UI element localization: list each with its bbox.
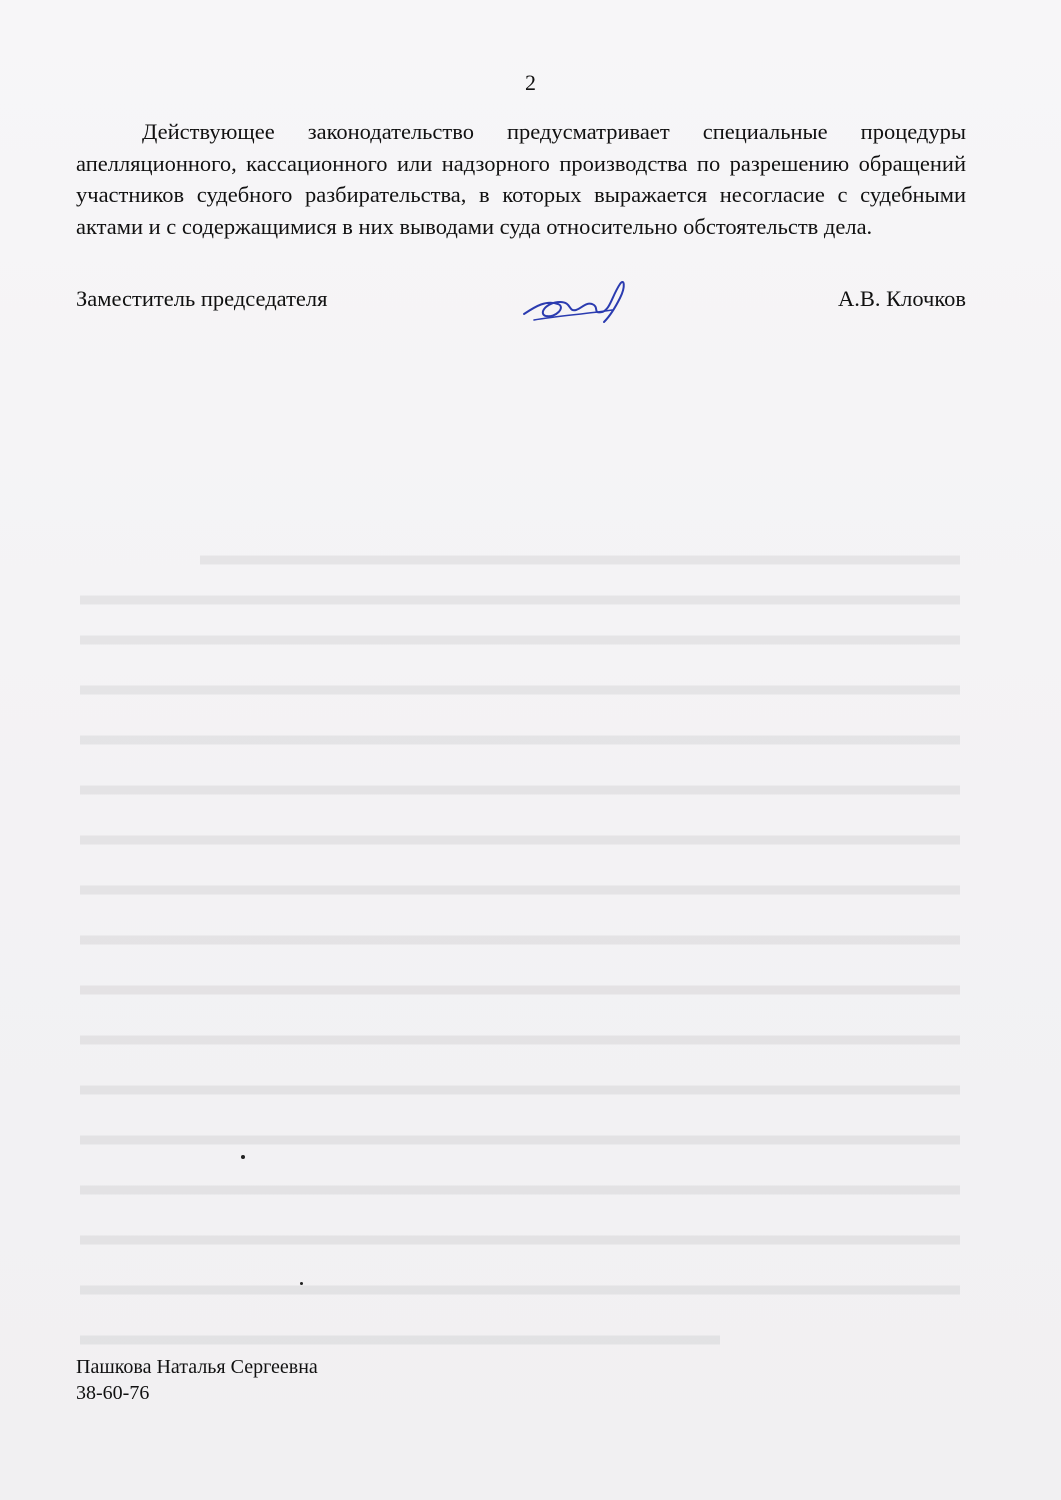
executor-phone: 38-60-76	[76, 1382, 150, 1404]
signatory-name: А.В. Клочков	[837, 286, 966, 311]
signatory-title: Заместитель председателя	[76, 286, 328, 311]
body-paragraph: Действующее законодательство предусматривает специальные процедуры апелляционного, кассационного или надзорного производства по разрешению обращений участников судебного разбирательства, в которых выражается несогласие с судебными актами и с содержащимися в них выводами суда относительно обстоятельств дела.	[76, 119, 966, 239]
signature-block	[76, 286, 966, 326]
page-number: 2	[525, 70, 536, 95]
executor-block	[76, 1354, 318, 1406]
handwritten-signature-icon	[516, 276, 636, 336]
executor-name: Пашкова Наталья Сергеевна	[76, 1356, 318, 1378]
stray-mark	[241, 1155, 245, 1159]
stray-mark	[300, 1282, 303, 1285]
